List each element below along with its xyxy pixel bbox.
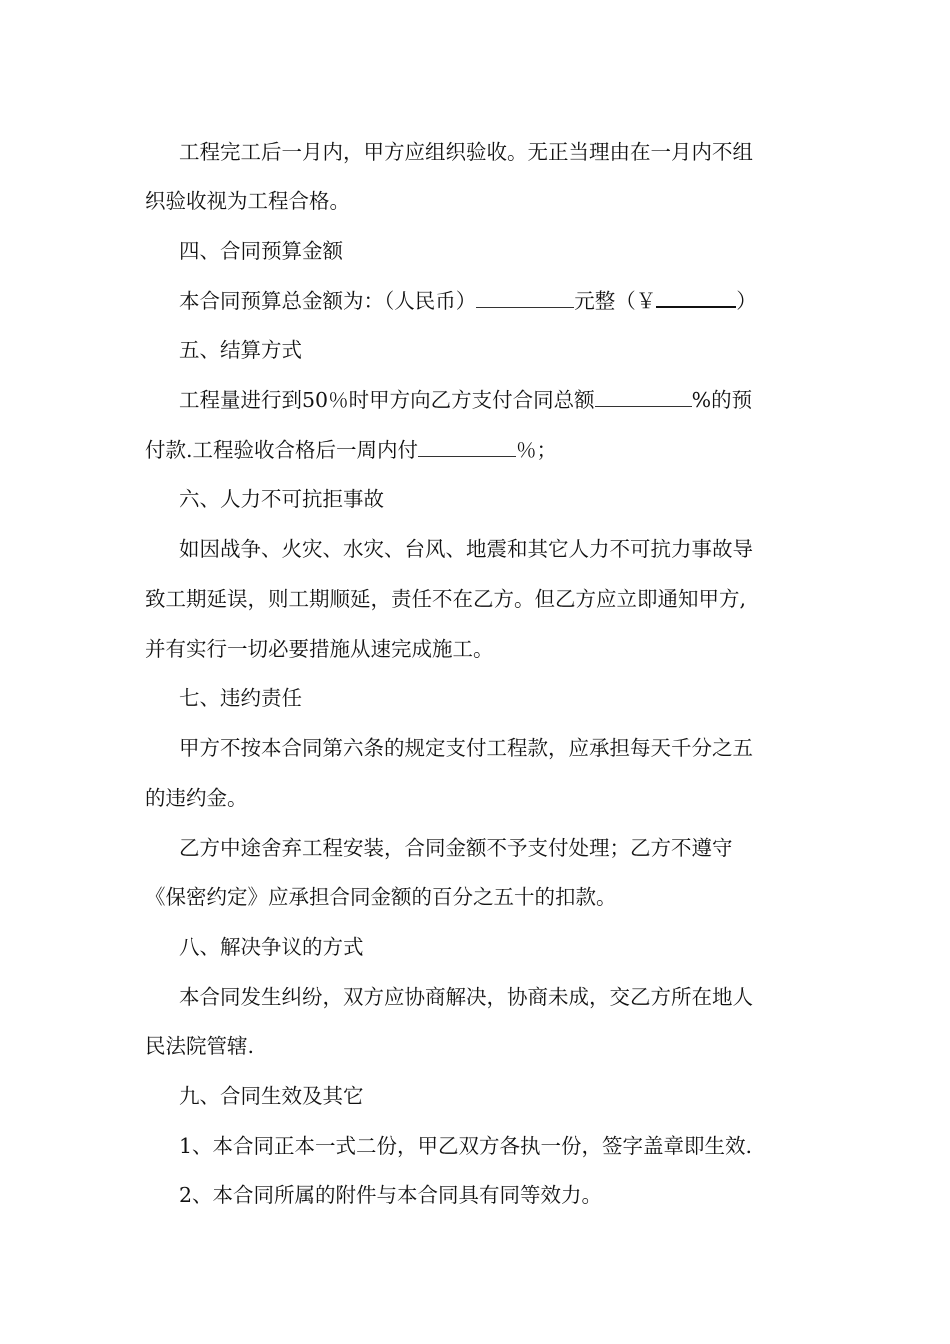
budget-text-prefix: 本合同预算总金额为：（人民币）: [179, 289, 477, 313]
paragraph-penalty-b-line-1: 乙方中途舍弃工程安装，合同金额不予支付处理；乙方不遵守: [179, 836, 733, 860]
clause-item-2: 2、本合同所属的附件与本合同具有同等效力。: [179, 1183, 603, 1207]
section-heading-9: 九、合同生效及其它: [179, 1084, 364, 1108]
budget-text-middle: 元整（￥: [574, 289, 657, 313]
section-heading-6: 六、人力不可抗拒事故: [179, 487, 384, 511]
section-heading-8: 八、解决争议的方式: [179, 935, 364, 959]
section-heading-4: 四、合同预算金额: [179, 239, 343, 263]
settlement-line2-suffix: ％；: [516, 438, 558, 462]
paragraph-acceptance-line-2: 织验收视为工程合格。: [145, 189, 350, 213]
paragraph-force-majeure-line-3: 并有实行一切必要措施从速完成施工。: [145, 637, 494, 661]
paragraph-acceptance-line-1: 工程完工后一月内，甲方应组织验收。无正当理由在一月内不组: [179, 140, 753, 164]
paragraph-penalty-b-line-2: 《保密约定》应承担合同金额的百分之五十的扣款。: [145, 885, 617, 909]
paragraph-force-majeure-line-2: 致工期延误，则工期顺延，责任不在乙方。但乙方应立即通知甲方,: [145, 587, 747, 611]
budget-rmb-blank[interactable]: [476, 287, 574, 308]
paragraph-penalty-a-line-1: 甲方不按本合同第六条的规定支付工程款，应承担每天千分之五: [179, 736, 753, 760]
paragraph-dispute-line-1: 本合同发生纠纷，双方应协商解决，协商未成，交乙方所在地人: [179, 985, 753, 1009]
paragraph-force-majeure-line-1: 如因战争、火灾、水灾、台风、地震和其它人力不可抗力事故导: [179, 537, 753, 561]
paragraph-settlement-line-1: [179, 385, 752, 415]
settlement-text-prefix: 工程量进行到50％时甲方向乙方支付合同总额: [179, 388, 595, 412]
section-heading-5: 五、结算方式: [179, 338, 302, 362]
budget-text-suffix: ）: [736, 289, 757, 313]
settlement-line2-prefix: 付款.工程验收合格后一周内付: [145, 438, 419, 462]
clause-item-1: 1、本合同正本一式二份，甲乙双方各执一份，签字盖章即生效.: [179, 1134, 753, 1158]
section-heading-7: 七、违约责任: [179, 686, 302, 710]
paragraph-dispute-line-2: 民法院管辖.: [145, 1034, 255, 1058]
paragraph-budget: [179, 286, 757, 316]
final-percent-blank[interactable]: [418, 436, 516, 457]
budget-yen-blank[interactable]: [656, 286, 736, 308]
paragraph-settlement-line-2: [145, 435, 557, 465]
settlement-text-suffix: %的预: [691, 388, 753, 412]
advance-percent-blank[interactable]: [595, 386, 692, 407]
paragraph-penalty-a-line-2: 的违约金。: [145, 786, 248, 810]
